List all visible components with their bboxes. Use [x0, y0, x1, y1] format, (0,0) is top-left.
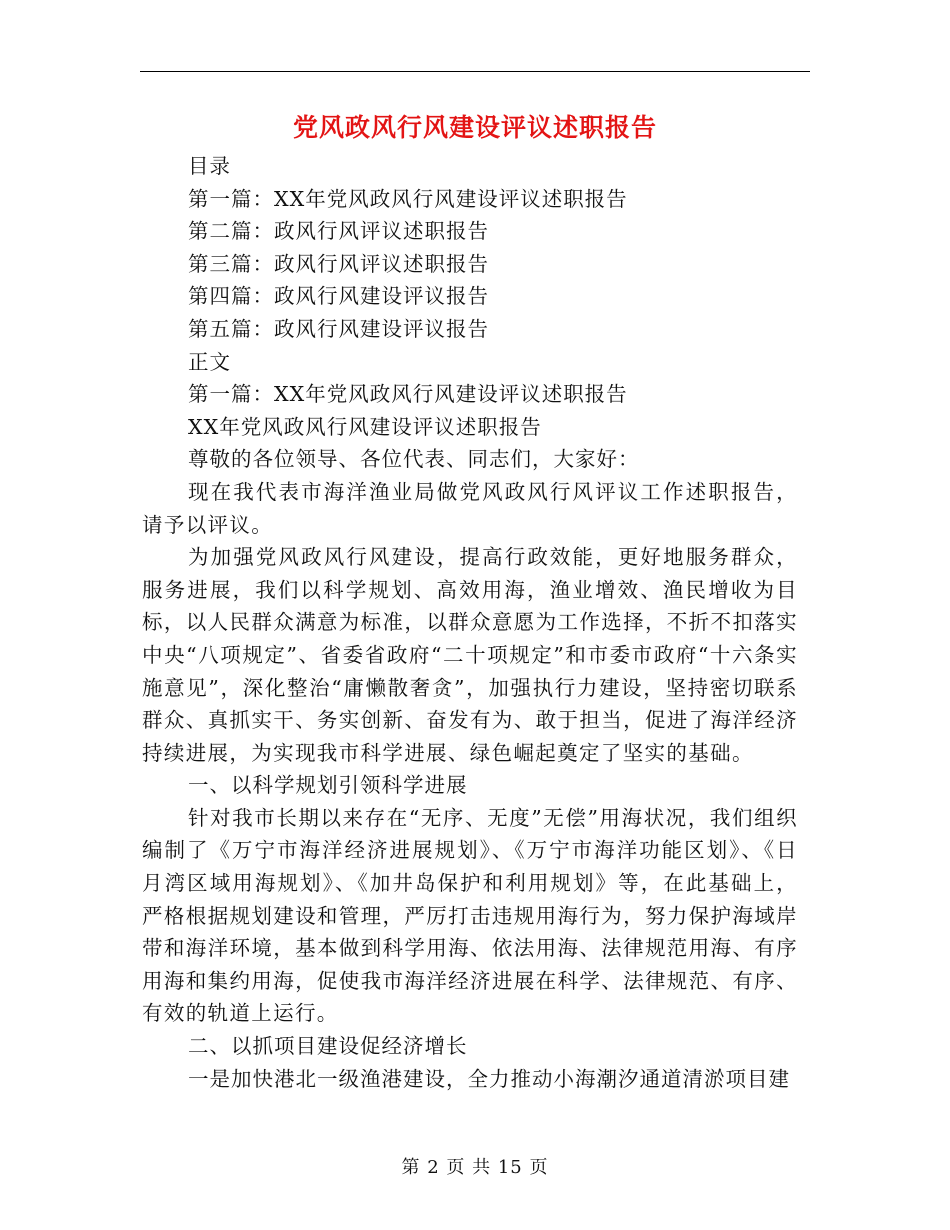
part-heading: 第一篇：XX年党风政风行风建设评议述职报告: [188, 382, 628, 407]
toc-item: 第一篇：XX年党风政风行风建设评议述职报告: [188, 186, 628, 211]
report-title: XX年党风政风行风建设评议述职报告: [188, 414, 542, 439]
body-heading: 正文: [188, 349, 231, 374]
toc-heading: 目录: [188, 154, 231, 178]
paragraph: 一是加快港北一级渔港建设，全力推动小海潮汐通道清淤项目建: [188, 1066, 790, 1091]
document-title: 党风政风行风建设评议述职报告: [292, 113, 657, 142]
toc-item: 第二篇：政风行风评议述职报告: [188, 219, 489, 244]
toc-item: 第五篇：政风行风建设评议报告: [188, 316, 489, 341]
section-heading: 二、以抓项目建设促经济增长: [188, 1034, 468, 1059]
paragraph: 针对我市长期以来存在“无序、无度”无偿”用海状况，我们组织编制了《万宁市海洋经济进展规划》、《万宁市海洋功能区划》、《日月湾区域用海规划》、《加井岛保护和利用规划》等，在此基础上，严格根据规划建设和管理，严厉打击违规用海行为，努力保护海域岸带和海洋环境，基本做到科学用海、依法用海、法律规范用海、有序用海和集约用海，促使我市海洋经济进展在科学、法律规范、有序、有效的轨道上运行。: [142, 805, 798, 1026]
paragraph: 现在我代表市海洋渔业局做党风政风行风评议工作述职报告，请予以评议。: [142, 479, 798, 537]
section-heading: 一、以科学规划引领科学进展: [188, 773, 468, 798]
header-rule: [140, 71, 810, 72]
page-number: 第 2 页 共 15 页: [401, 1157, 549, 1178]
toc-item: 第三篇：政风行风评议述职报告: [188, 251, 489, 276]
greeting: 尊敬的各位领导、各位代表、同志们，大家好：: [188, 447, 640, 472]
paragraph: 为加强党风政风行风建设，提高行政效能，更好地服务群众，服务进展，我们以科学规划、高效用海，渔业增效、渔民增收为目标，以人民群众满意为标准，以群众意愿为工作选择，不折不扣落实中央“八项规定”、省委省政府“二十项规定”和市委市政府“十六条实施意见”，深化整治“庸懒散奢贪”，加强执行力建设，坚持密切联系群众、真抓实干、务实创新、奋发有为、敢于担当，促进了海洋经济持续进展，为实现我市科学进展、绿色崛起奠定了坚实的基础。: [142, 545, 798, 765]
toc-item: 第四篇：政风行风建设评议报告: [188, 284, 489, 309]
document-body: [142, 150, 798, 1095]
